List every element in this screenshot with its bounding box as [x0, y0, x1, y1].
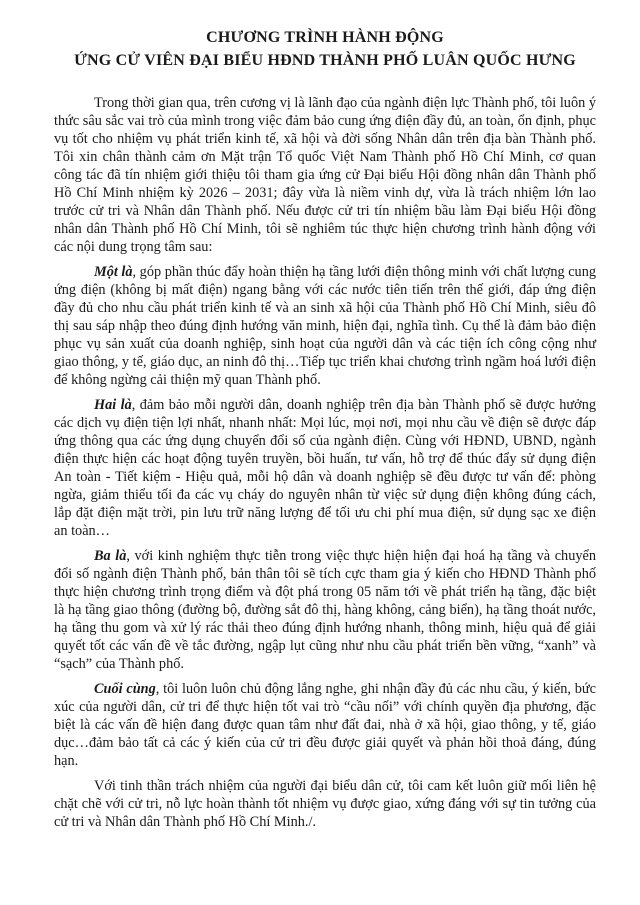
- document-body: [54, 94, 596, 831]
- paragraph-lead: Hai là: [94, 397, 132, 413]
- paragraph-lead: Một là: [94, 264, 133, 280]
- paragraph: [54, 547, 596, 673]
- paragraph-text: , đảm bảo mỗi người dân, doanh nghiệp trên địa bàn Thành phố sẽ được hưởng các dịch vụ điện tiện lợi nhất, nhanh nhất: Mọi lúc, mọi nơi, mọi nhu cầu về điện sẽ được đáp ứng thông qua các ứng dụng chuyển đổi số của ngành điện. Cùng với HĐND, UBND, ngành điện thực hiện các hoạt động tuyên truyền, bồi huấn, tư vấn, hỗ trợ để thúc đẩy sử dụng điện An toàn - Tiết kiệm - Hiệu quả, mỗi hộ dân và doanh nghiệp sẽ đều được tư vấn để: phòng ngừa, giảm thiểu tối đa các vụ cháy do nguyên nhân từ việc sử dụng điện không đúng cách, lắp đặt điện mặt trời, pin lưu trữ năng lượng để tối ưu chi phí mua điện, sử dụng sạc xe điện an toàn…: [54, 397, 596, 539]
- document-title: [54, 26, 596, 72]
- paragraph-lead: Cuối cùng: [94, 681, 156, 697]
- paragraph-text: , góp phần thúc đẩy hoàn thiện hạ tầng lưới điện thông minh với chất lượng cung ứng điện (không bị mất điện) ngang bằng với các nước tiên tiến trên thế giới, đáp ứng điện đầy đủ cho nhu cầu phát triển kinh tế và an sinh xã hội của Thành phố Hồ Chí Minh, siêu đô thị sau sáp nhập theo đúng định hướng văn minh, hiện đại, nghĩa tình. Cụ thể là đảm bảo điện phục vụ sản xuất của doanh nghiệp, sinh hoạt của người dân và các tiện ích công cộng như giao thông, y tế, giáo dục, an ninh đô thị…Tiếp tục triển khai chương trình ngầm hoá lưới điện để không ngừng cải thiện mỹ quan Thành phố.: [54, 264, 596, 388]
- paragraph-text: Trong thời gian qua, trên cương vị là lãnh đạo của ngành điện lực Thành phố, tôi luôn ý thức sâu sắc vai trò của mình trong việc đảm bảo cung ứng điện đầy đủ, an toàn, ổn định, phục vụ tốt cho nhiệm vụ phát triển kinh tế, xã hội và đời sống Nhân dân trên địa bàn Thành phố. Tôi xin chân thành cảm ơn Mặt trận Tổ quốc Việt Nam Thành phố Hồ Chí Minh, cơ quan công tác đã tín nhiệm giới thiệu tôi tham gia ứng cử Đại biểu Hội đồng nhân dân Thành phố Hồ Chí Minh nhiệm kỳ 2026 – 2031; đây vừa là niềm vinh dự, vừa là trách nhiệm lớn lao trước cử tri và Nhân dân Thành phố. Nếu được cử tri tín nhiệm bầu làm Đại biểu Hội đồng nhân dân Thành phố Hồ Chí Minh, tôi sẽ nghiêm túc thực hiện chương trình hành động với các nội dung trọng tâm sau:: [54, 95, 596, 255]
- paragraph-text: , với kinh nghiệm thực tiễn trong việc thực hiện hiện đại hoá hạ tầng và chuyển đổi số ngành điện Thành phố, bản thân tôi sẽ tích cực tham gia ý kiến cho HĐND Thành phố thực hiện chương trình trọng điểm và đột phá trong 05 năm tới về phát triển hạ tầng, đặc biệt là hạ tầng giao thông (đường bộ, đường sắt đô thị, hàng không, cảng biển), hạ tầng thoát nước, hạ tầng thu gom và xử lý rác thải theo đúng định hướng nhanh, thông minh, hiệu quả để giải quyết tốt các vấn đề về tắc đường, ngập lụt cũng như nhu cầu phát triển bền vững, “xanh” và “sạch” của Thành phố.: [54, 548, 596, 672]
- paragraph: [54, 680, 596, 770]
- paragraph: [54, 396, 596, 540]
- paragraph-text: , tôi luôn luôn chủ động lắng nghe, ghi nhận đầy đủ các nhu cầu, ý kiến, bức xúc của người dân, cử tri để thực hiện tốt vai trò “cầu nối” với chính quyền địa phương, đặc biệt là các vấn đề hiện đang được quan tâm như đất đai, nhà ở xã hội, giao thông, y tế, giáo dục…đảm bảo tất cả các ý kiến của cử tri đều được giải quyết và phản hồi thoả đáng, đúng hạn.: [54, 681, 596, 769]
- paragraph: [54, 777, 596, 831]
- document-title-line1: CHƯƠNG TRÌNH HÀNH ĐỘNG: [206, 29, 444, 46]
- paragraph-text: Với tinh thần trách nhiệm của người đại biểu dân cử, tôi cam kết luôn giữ mối liên hệ chặt chẽ với cử tri, nỗ lực hoàn thành tốt nhiệm vụ được giao, xứng đáng với sự tin tưởng của cử tri và Nhân dân Thành phố Hồ Chí Minh./.: [54, 778, 596, 830]
- paragraph: [54, 94, 596, 256]
- paragraph: [54, 263, 596, 389]
- paragraph-lead: Ba là: [94, 548, 127, 564]
- document-title-line2: ỨNG CỬ VIÊN ĐẠI BIỂU HĐND THÀNH PHỐ LUÂN QUỐC HƯNG: [74, 52, 576, 69]
